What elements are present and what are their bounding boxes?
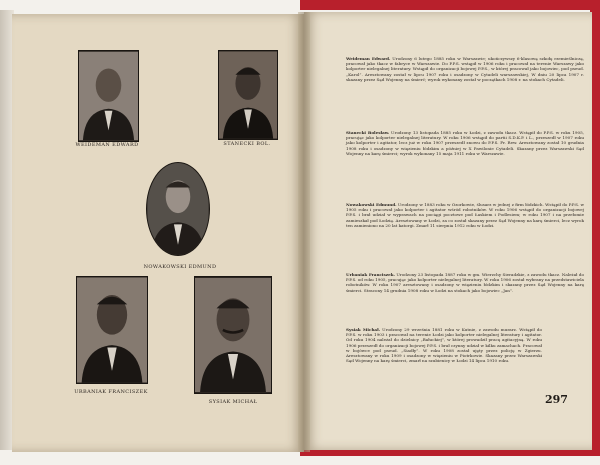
biography-name: Stanecki Bolesław. [346, 130, 390, 135]
biography-text: Urodzony 29 września 1881 roku w Kutnie, z zawodu murarz. Wstąpił do P.P.S. w roku 1903 i pracował na terenie Łodzi jako kolporter nielegalnej literatury i agitator. Od roku 1904 należał do dzielnicy „Bałuckiej”, w której prowadził pracę agitacyjną. W roku 1906 przeszedł do organizacji bojowej P.P.S. i brał czynny udział w kilku zamachach. Pracował w bojówce pod pseud. „Siadły”. W roku 1908 został ujęty przez policję w Zgierzu. Aresztowany w roku 1909 i osadzony w więzieniu w Piotrkowie. Skazany przez Warszawski Sąd Wojenny na karę śmierci, zmarł na szubienicy w Łodzi 14 lipca 1910 roku. [346, 327, 542, 364]
biography-text: Urodzony 23 listopada 1887 roku w gm. Wierzchy Sieradzkie, z zawodu tkacz. Należał do P.P.S. od roku 1905, pracując jako kolporter nielegalnej literatury. W roku 1906 został wybrany na przedstawiciela robotników. W roku 1907 aresztowany i osadzony w więzieniu łódzkim i skazany przez Sąd Wojenny na karę śmierci. Stracony 14 grudnia 1908 roku w Łodzi na stokach jako bojowiec „Jan”. [346, 272, 584, 293]
caption-stanecki: STANECKI BOL. [223, 141, 271, 147]
portrait-image [147, 163, 209, 255]
book-cover-edge [300, 0, 600, 10]
biography-text: Urodzony w 1883 roku w Ozorkowie, ślusarz w jednej z firm łódzkich. Wstąpił do P.P.S. w 1905 roku i pracował jako kolporter i agitator wśród robotników. W roku 1906 wstąpił do organizacji bojowej P.P.S. i brał udział w wyprawach na pociągi pocztowe pod Łaskiem i Podlesiem; w roku 1907 i na przełomie zamieszkał pod Łodzią. Aresztowany w Łodzi, za co został skazany przez Sąd Wojenny na karę śmierci, lecz wyrok ten zamieniono na 20 lat katorgi. Zmarł 11 sierpnia 1912 roku w Łodzi. [346, 202, 584, 228]
portrait-stanecki [218, 50, 278, 140]
biography-stanecki [346, 130, 584, 156]
biography-urbaniak [346, 272, 584, 293]
biography-name: Urbaniak Franciszek. [346, 272, 395, 277]
biography-text: Urodzony 6 lutego 1885 roku w Warszawie; ukończywszy 6-klasową szkołę rzemieślniczą, pracował jako tkacz w fabryce w Warszawie. Do P.P.S. wstąpił w 1906 roku i pracował na terenie Warszawy jako kolporter nielegalnej literatury. Wstąpił do organizacji bojowej P.P.S., w której pracował jako bojowiec, pod pseud. „Karol”. Aresztowany został w lipcu 1907 roku i osadzony w Cytadeli warszawskiej, W dniu 20 lipca 1907 r. skazany przez Sąd Wojenny na śmierć; wyrok wykonany został w początkach 1908 r. na stokach Cytadeli. [346, 56, 584, 82]
portrait-image [219, 51, 277, 139]
portrait-image [77, 277, 147, 383]
caption-weideman: WEIDEMAN EDWARD [75, 142, 139, 148]
biography-nowakowski [346, 202, 584, 228]
portrait-urbaniak [76, 276, 148, 384]
caption-nowakowski: NOWAKOWSKI EDMUND [143, 264, 217, 270]
biography-name: Nowakowski Edmund. [346, 202, 397, 207]
portrait-sysiak [194, 276, 272, 394]
biography-name: Weideman Edward. [346, 56, 391, 61]
biography-name: Sysiak Michał. [346, 327, 381, 332]
portrait-nowakowski [146, 162, 210, 256]
portrait-image [195, 277, 271, 393]
caption-urbaniak: URBANIAK FRANCISZEK [74, 389, 148, 395]
biography-sysiak [346, 327, 542, 363]
biography-weideman [346, 56, 584, 82]
page-number: 297 [545, 393, 568, 406]
portrait-image [79, 51, 138, 141]
book-gutter [298, 12, 310, 452]
biography-text: Urodzony 13 listopada 1885 roku w Łodzi, z zawodu tkacz. Wstąpił do P.P.S. w roku 1905, pracując jako kolporter nielegalnej literatury. W roku 1906 wstąpił do partii S.D.K.P. i L., przeszedł w 1907 roku jako kolporter i agitator, lecz już w roku 1907 przeszedł znowu do P.P.S. Fr. Rew. Aresztowany został 10 grudnia 1908 roku i osadzony w więzieniu łódzkim a później w X Pawilonie Cytadeli. Skazany przez Warszawski Sąd Wojenny na karę śmierci; wyrok wykonany 15 maja 1911 roku w Warszawie. [346, 130, 584, 156]
caption-sysiak: SYSIAK MICHAŁ [208, 399, 258, 405]
portrait-weideman [78, 50, 139, 142]
